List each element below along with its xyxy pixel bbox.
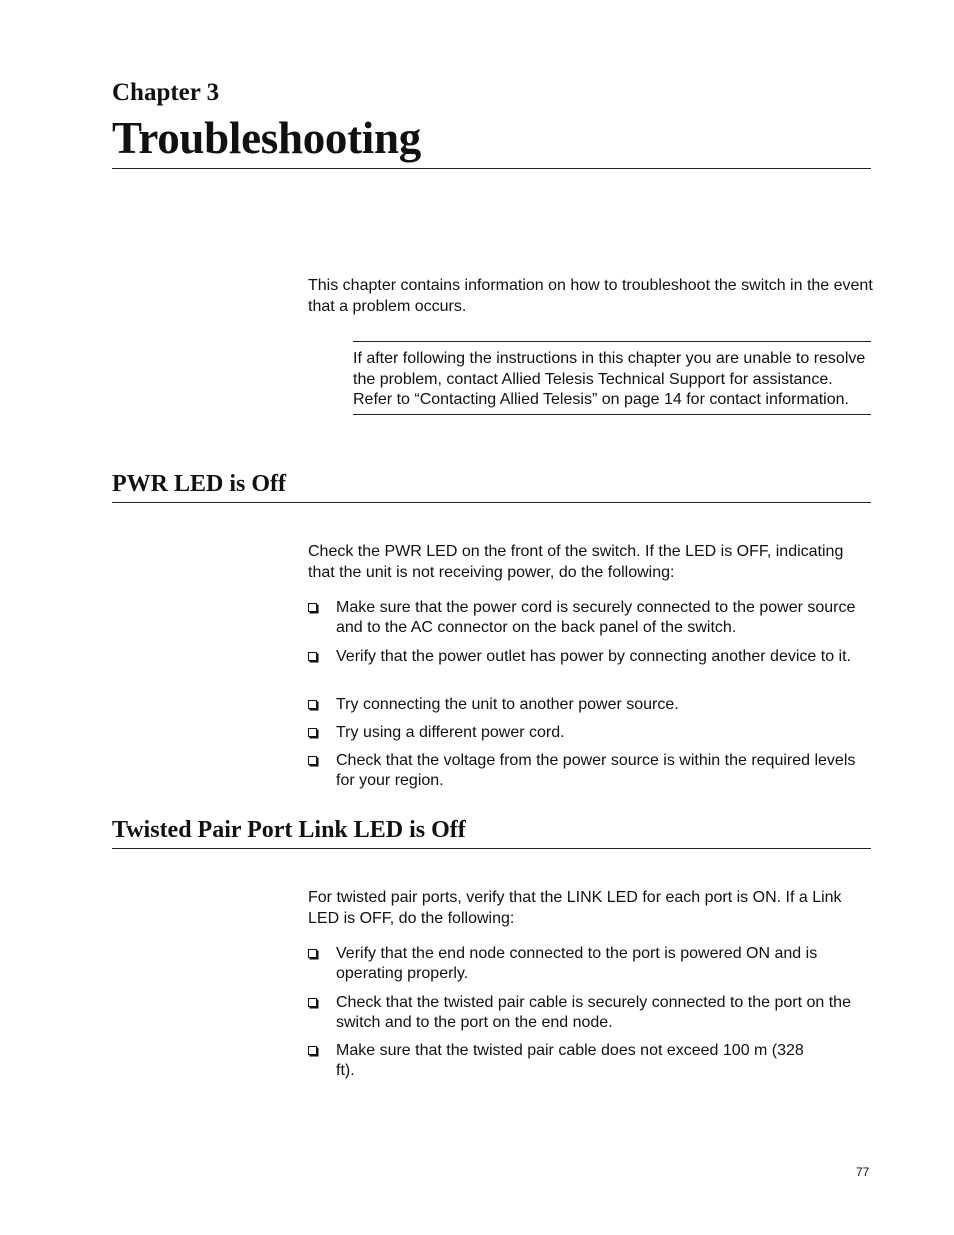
section-heading-pwr-led: PWR LED is Off [112,471,286,497]
support-note [353,341,871,415]
checkbox-bullet-icon [308,756,317,765]
list-item: Check that the voltage from the power source is within the required levels for your region. [308,751,873,791]
chapter-label: Chapter 3 [112,79,220,106]
checkbox-bullet-icon [308,652,317,661]
section-heading-twisted-pair: Twisted Pair Port Link LED is Off [112,817,466,843]
chapter-intro-paragraph: This chapter contains information on how to troubleshoot the switch in the event that a problem occurs. [308,277,873,315]
list-item: Verify that the end node connected to the port is powered ON and is operating properly. [308,944,873,984]
section-divider-twisted-pair [112,848,871,849]
support-note-text: If after following the instructions in this chapter you are unable to resolve the problem, contact Allied Telesis Technical Support for assistance. Refer to “Contacting Allied Telesis” on page 14 for contact information. [353,350,866,408]
list-item: Try connecting the unit to another power source. [308,695,873,715]
chapter-title-divider [112,168,871,169]
list-item: Make sure that the power cord is securely connected to the power source and to the AC connector on the back panel of the switch. [308,598,873,638]
chapter-title: Troubleshooting [112,113,421,163]
list-item: Verify that the power outlet has power by connecting another device to it. [308,647,873,667]
checkbox-bullet-icon [308,1046,317,1055]
section-intro-pwr-led: Check the PWR LED on the front of the switch. If the LED is OFF, indicating that the unit is not receiving power, do the following: [308,543,844,581]
checkbox-bullet-icon [308,949,317,958]
checkbox-bullet-icon [308,603,317,612]
list-item: Check that the twisted pair cable is securely connected to the port on the switch and to the port on the end node. [308,993,873,1033]
checkbox-bullet-icon [308,998,317,1007]
section-intro-twisted-pair: For twisted pair ports, verify that the LINK LED for each port is ON. If a Link LED is OFF, do the following: [308,889,842,927]
checkbox-bullet-icon [308,700,317,709]
list-item: Try using a different power cord. [308,723,873,743]
page-number: 77 [856,1165,870,1179]
list-item: Make sure that the twisted pair cable does not exceed 100 m (328 ft). [308,1041,806,1081]
checkbox-bullet-icon [308,728,317,737]
section-divider-pwr-led [112,502,871,503]
